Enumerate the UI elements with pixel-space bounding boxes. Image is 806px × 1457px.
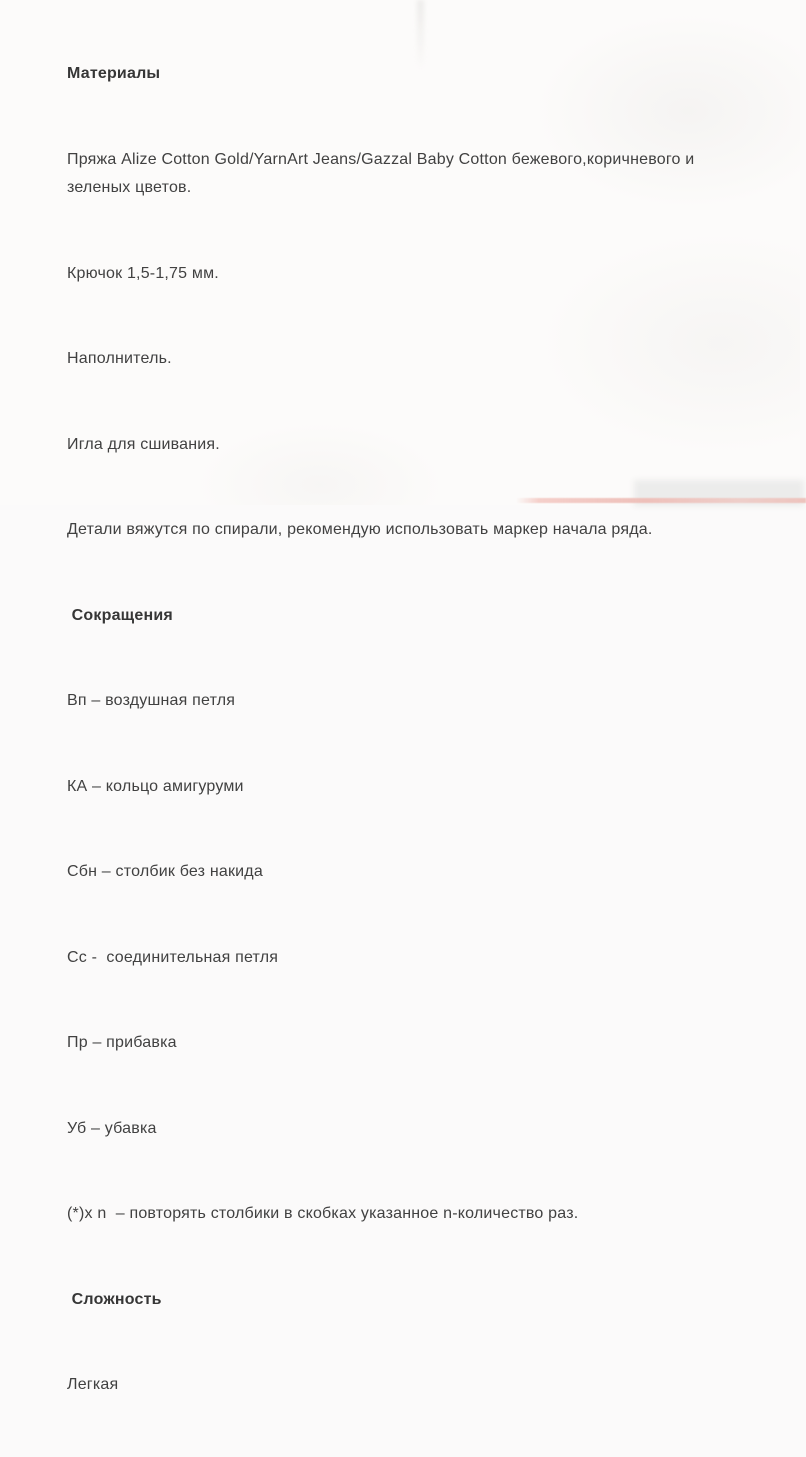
paragraph-filler: Наполнитель. [67,350,172,367]
abbreviation-slip-stitch: Сс - соединительная петля [67,948,279,966]
paragraph-difficulty-level: Легкая [67,1376,119,1393]
document-content [67,3,757,1457]
paragraph-spiral-note: Детали вяжутся по спирали, рекомендую использовать маркер начала ряда. [67,521,653,538]
paragraph-yarn: Пряжа Alize Cotton Gold/YarnArt Jeans/Gazzal Baby Cotton бежевого,коричневого и зеленых цветов. [67,150,700,196]
abbreviation-chain-stitch: Вп – воздушная петля [67,692,236,709]
heading-materials: Материалы [67,65,161,82]
heading-abbreviations: Сокращения [67,606,173,624]
abbreviation-magic-ring: КА – кольцо амигуруми [67,777,244,795]
paragraph-hook: Крючок 1,5-1,75 мм. [67,264,219,282]
abbreviation-increase: Пр – прибавка [67,1034,177,1051]
heading-difficulty: Сложность [67,1290,162,1308]
abbreviation-decrease: Уб – убавка [67,1119,157,1137]
abbreviation-single-crochet: Сбн – столбик без накида [67,863,263,880]
abbreviation-repeat: (*)х n – повторять столбики в скобках указанное n-количество раз. [67,1205,579,1222]
paragraph-needle: Игла для сшивания. [67,435,220,453]
pink-edge-artifact [516,498,806,503]
